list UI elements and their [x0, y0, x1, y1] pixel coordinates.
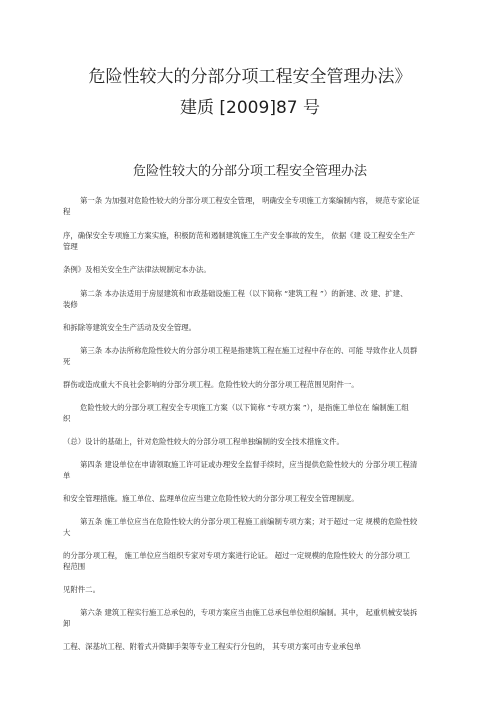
paragraph-line: 第四条 建设单位在申请领取施工许可证或办理安全监督手续时，应当提供危险性较大的 分部分项工程清 — [80, 460, 418, 469]
paragraph-line: 程 — [63, 207, 71, 216]
paragraph-line: 第二条 本办法适用于房屋建筑和市政基础设施工程（以下简称 “建筑工程 ”）的新建、改 建、扩建、 — [80, 289, 408, 298]
paragraph-line: 和拆除等建筑安全生产活动及安全管理。 — [63, 323, 197, 332]
paragraph-line: 第一条 为加强对危险性较大的分部分项工程安全管理， 明确安全专项施工方案编制内容， 规范专家论证 — [80, 196, 420, 205]
paragraph-line: （总）设计的基础上，针对危险性较大的分部分项工程单独编制的安全技术措施文件。 — [63, 437, 344, 446]
paragraph-line: 群伤或造成重大不良社会影响的分部分项工程。危险性较大的分部分项工程范围见附件一。 — [63, 380, 359, 389]
document-title: 危险性较大的分部分项工程安全管理办法》 — [88, 67, 412, 87]
paragraph-line: 装修 — [63, 300, 78, 309]
paragraph-line: 见附件二。 — [63, 585, 100, 594]
document-number: 建质 [2009]87 号 — [180, 98, 320, 118]
paragraph-line: 第六条 建筑工程实行施工总承包的，专项方案应当由施工总承包单位组织编制。其中， 起重机械安装拆 — [80, 608, 418, 617]
paragraph-line: 第五条 施工单位应当在危险性较大的分部分项工程施工前编制专项方案；对于超过一定 规模的危险性较 — [80, 517, 418, 526]
paragraph-line: 和安全管理措施。施工单位、监理单位应当建立危险性较大的分部分项工程安全管理制度。 — [63, 494, 359, 503]
paragraph-line: 序，确保安全专项施工方案实施，积极防范和遏制建筑施工生产安全事故的发生， 依据《建 设工程安全生产 — [63, 231, 416, 240]
paragraph-line: 卸 — [63, 619, 71, 628]
paragraph-line: 程范围 — [63, 562, 86, 571]
paragraph-line: 危险性较大的分部分项工程安全专项施工方案（以下简称 “专项方案 ”），是指施工单位在 编制施工组 — [80, 403, 409, 412]
document-subtitle: 危险性较大的分部分项工程安全管理办法 — [132, 164, 367, 179]
paragraph-line: 管理 — [63, 242, 78, 251]
paragraph-line: 的分部分项工程， 施工单位应当组织专家对专项方案进行论证。 超过一定规模的危险性较大 的分部分项工 — [63, 551, 411, 560]
paragraph-line: 第三条 本办法所称危险性较大的分部分项工程是指建筑工程在施工过程中存在的、可能 导致作业人员群 — [80, 346, 418, 355]
paragraph-line: 条例》及相关安全生产法律法规制定本办法。 — [63, 265, 211, 274]
paragraph-line: 织 — [63, 414, 71, 423]
paragraph-line: 死 — [63, 357, 71, 366]
paragraph-line: 工程、深基坑工程、附着式升降脚手架等专业工程实行分包的， 其专项方案可由专业承包单 — [63, 642, 361, 651]
paragraph-line: 大 — [63, 528, 71, 537]
paragraph-line: 单 — [63, 471, 71, 480]
